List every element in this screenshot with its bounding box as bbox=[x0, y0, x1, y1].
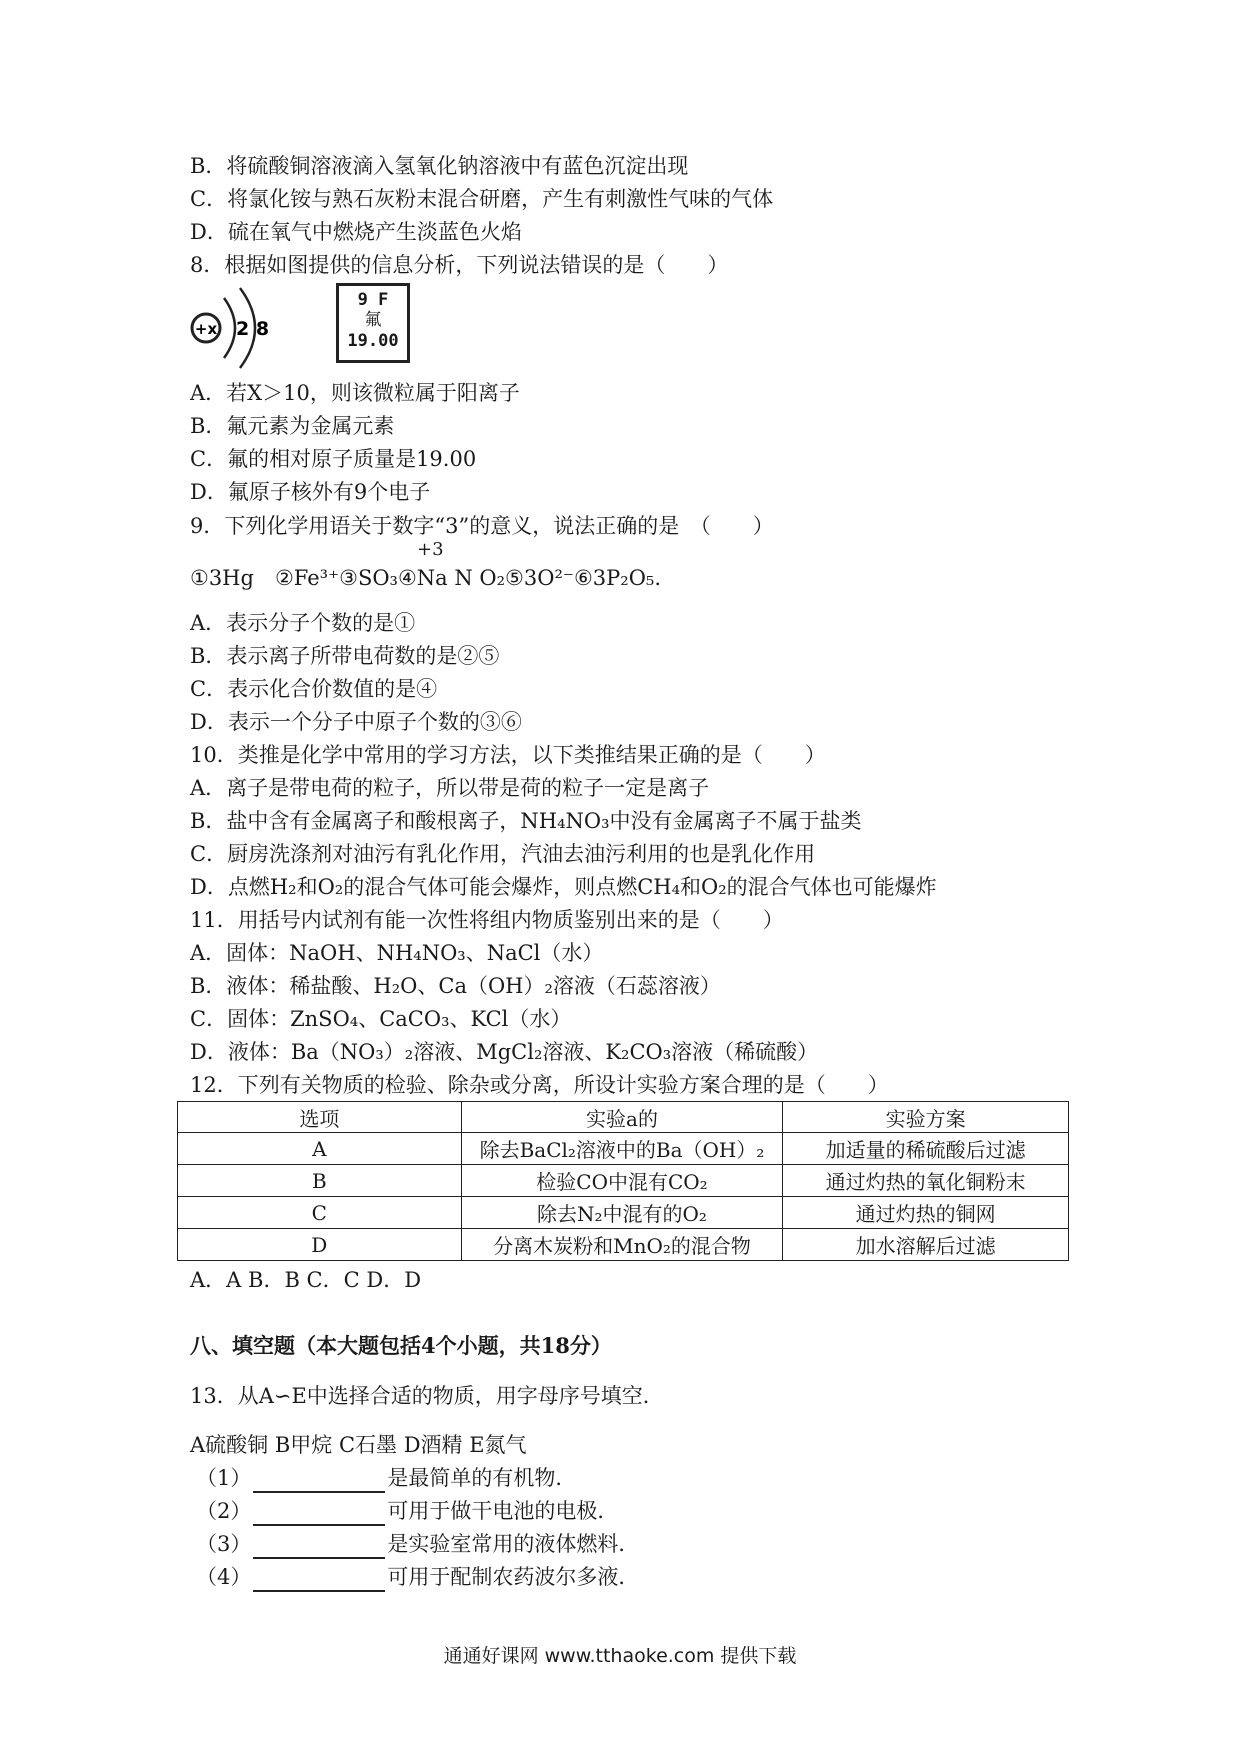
q9-option-c: C．表示化合价数值的是④ bbox=[190, 677, 438, 701]
q9-stem: 9．下列化学用语关于数字“3”的意义，说法正确的是 （ ） bbox=[190, 514, 774, 538]
q9-option-b: B．表示离子所带电荷数的是②⑤ bbox=[190, 644, 500, 668]
table-cell: 除去BaCl₂溶液中的Ba（OH）₂ bbox=[461, 1133, 783, 1165]
q11-stem: 11．用括号内试剂有能一次性将组内物质鉴别出来的是（ ） bbox=[190, 908, 784, 932]
q13-item: （2） 可用于做干电池的电极． bbox=[196, 1496, 618, 1526]
table-cell: B bbox=[178, 1165, 462, 1197]
q13-stem: 13．从A∽E中选择合适的物质，用字母序号填空． bbox=[190, 1384, 664, 1408]
table-row bbox=[178, 1229, 1069, 1261]
table-cell: D bbox=[178, 1229, 462, 1261]
q11-option-c: C．固体：ZnSO₄、CaCO₃、KCl（水） bbox=[190, 1007, 572, 1031]
q8-option-c: C．氟的相对原子质量是19.00 bbox=[190, 447, 477, 471]
table-cell: C bbox=[178, 1197, 462, 1229]
table-header: 选项 bbox=[178, 1102, 462, 1133]
element-mass: 19.00 bbox=[347, 331, 399, 351]
q13-item: （3） 是实验室常用的液体燃料． bbox=[196, 1529, 639, 1559]
table-cell: 加水溶解后过滤 bbox=[783, 1229, 1069, 1261]
element-card bbox=[336, 283, 410, 363]
q13-item: （4） 可用于配制农药波尔多液． bbox=[196, 1562, 639, 1592]
table-cell: A bbox=[178, 1133, 462, 1165]
table-cell: 通过灼热的铜网 bbox=[783, 1197, 1069, 1229]
q10-stem: 10．类推是化学中常用的学习方法，以下类推结果正确的是（ ） bbox=[190, 743, 826, 767]
q13-choices: A硫酸铜 B甲烷 C石墨 D酒精 E氮气 bbox=[190, 1433, 527, 1457]
table-cell: 分离木炭粉和MnO₂的混合物 bbox=[461, 1229, 783, 1261]
answer-blank[interactable] bbox=[253, 1568, 385, 1592]
q8-stem: 8．根据如图提供的信息分析，下列说法错误的是（ ） bbox=[190, 253, 729, 277]
table-cell: 检验CO中混有CO₂ bbox=[461, 1165, 783, 1197]
section-heading: 八、填空题（本大题包括4个小题，共18分） bbox=[190, 1333, 612, 1358]
q9-option-d: D．表示一个分子中原子个数的③⑥ bbox=[190, 710, 522, 734]
q9-option-a: A．表示分子个数的是① bbox=[190, 611, 416, 635]
q9-formulas: ①3Hg ②Fe³⁺③SO₃④Na N O₂⑤3O²⁻⑥3P₂O₅. bbox=[190, 566, 662, 590]
q10-option-d: D．点燃H₂和O₂的混合气体可能会爆炸，则点燃CH₄和O₂的混合气体也可能爆炸 bbox=[190, 875, 937, 899]
q13-item: （1） 是最简单的有机物． bbox=[196, 1463, 576, 1493]
table-header: 实验方案 bbox=[783, 1102, 1069, 1133]
table-header: 实验a的 bbox=[461, 1102, 783, 1133]
q10-option-a: A．离子是带电荷的粒子，所以带是荷的粒子一定是离子 bbox=[190, 776, 710, 800]
q12-answers: A．A B．B C．C D．D bbox=[190, 1268, 422, 1292]
q10-option-b: B．盐中含有金属离子和酸根离子，NH₄NO₃中没有金属离子不属于盐类 bbox=[190, 809, 862, 833]
nucleus-label: +x bbox=[194, 320, 218, 338]
answer-blank[interactable] bbox=[253, 1535, 385, 1559]
q11-option-b: B．液体：稀盐酸、H₂O、Ca（OH）₂溶液（石蕊溶液） bbox=[190, 974, 721, 998]
q8-option-d: D．氟原子核外有9个电子 bbox=[190, 480, 431, 504]
q11-option-d: D．液体：Ba（NO₃）₂溶液、MgCl₂溶液、K₂CO₃溶液（稀硫酸） bbox=[190, 1040, 819, 1064]
q11-option-a: A．固体：NaOH、NH₄NO₃、NaCl（水） bbox=[190, 941, 604, 965]
table-row bbox=[178, 1165, 1069, 1197]
table-cell: 加适量的稀硫酸后过滤 bbox=[783, 1133, 1069, 1165]
element-number-symbol: 9 F bbox=[357, 290, 389, 310]
table-row bbox=[178, 1197, 1069, 1229]
element-name: 氟 bbox=[364, 310, 382, 330]
valence-mark: +3 bbox=[417, 539, 444, 560]
table-cell: 除去N₂中混有的O₂ bbox=[461, 1197, 783, 1229]
q10-option-c: C．厨房洗涤剂对油污有乳化作用，汽油去油污利用的也是乳化作用 bbox=[190, 842, 816, 866]
q7-option-d: D．硫在氧气中燃烧产生淡蓝色火焰 bbox=[190, 220, 522, 244]
table-row bbox=[178, 1133, 1069, 1165]
table-cell: 通过灼热的氧化铜粉末 bbox=[783, 1165, 1069, 1197]
q8-option-a: A．若X＞10，则该微粒属于阳离子 bbox=[190, 381, 520, 405]
answer-blank[interactable] bbox=[253, 1469, 385, 1493]
answer-blank[interactable] bbox=[253, 1502, 385, 1526]
table-header-row bbox=[178, 1102, 1069, 1133]
q12-stem: 12．下列有关物质的检验、除杂或分离，所设计实验方案合理的是（ ） bbox=[190, 1073, 889, 1097]
shell-electrons-label: 2 8 bbox=[236, 318, 270, 340]
q8-option-b: B．氟元素为金属元素 bbox=[190, 414, 395, 438]
q7-option-b: B．将硫酸铜溶液滴入氢氧化钠溶液中有蓝色沉淀出现 bbox=[190, 154, 689, 178]
footer-source: 通通好课网 www.tthaoke.com 提供下载 bbox=[443, 1645, 797, 1667]
q7-option-c: C．将氯化铵与熟石灰粉末混合研磨，产生有刺激性气味的气体 bbox=[190, 187, 774, 211]
experiment-table bbox=[177, 1101, 1069, 1261]
